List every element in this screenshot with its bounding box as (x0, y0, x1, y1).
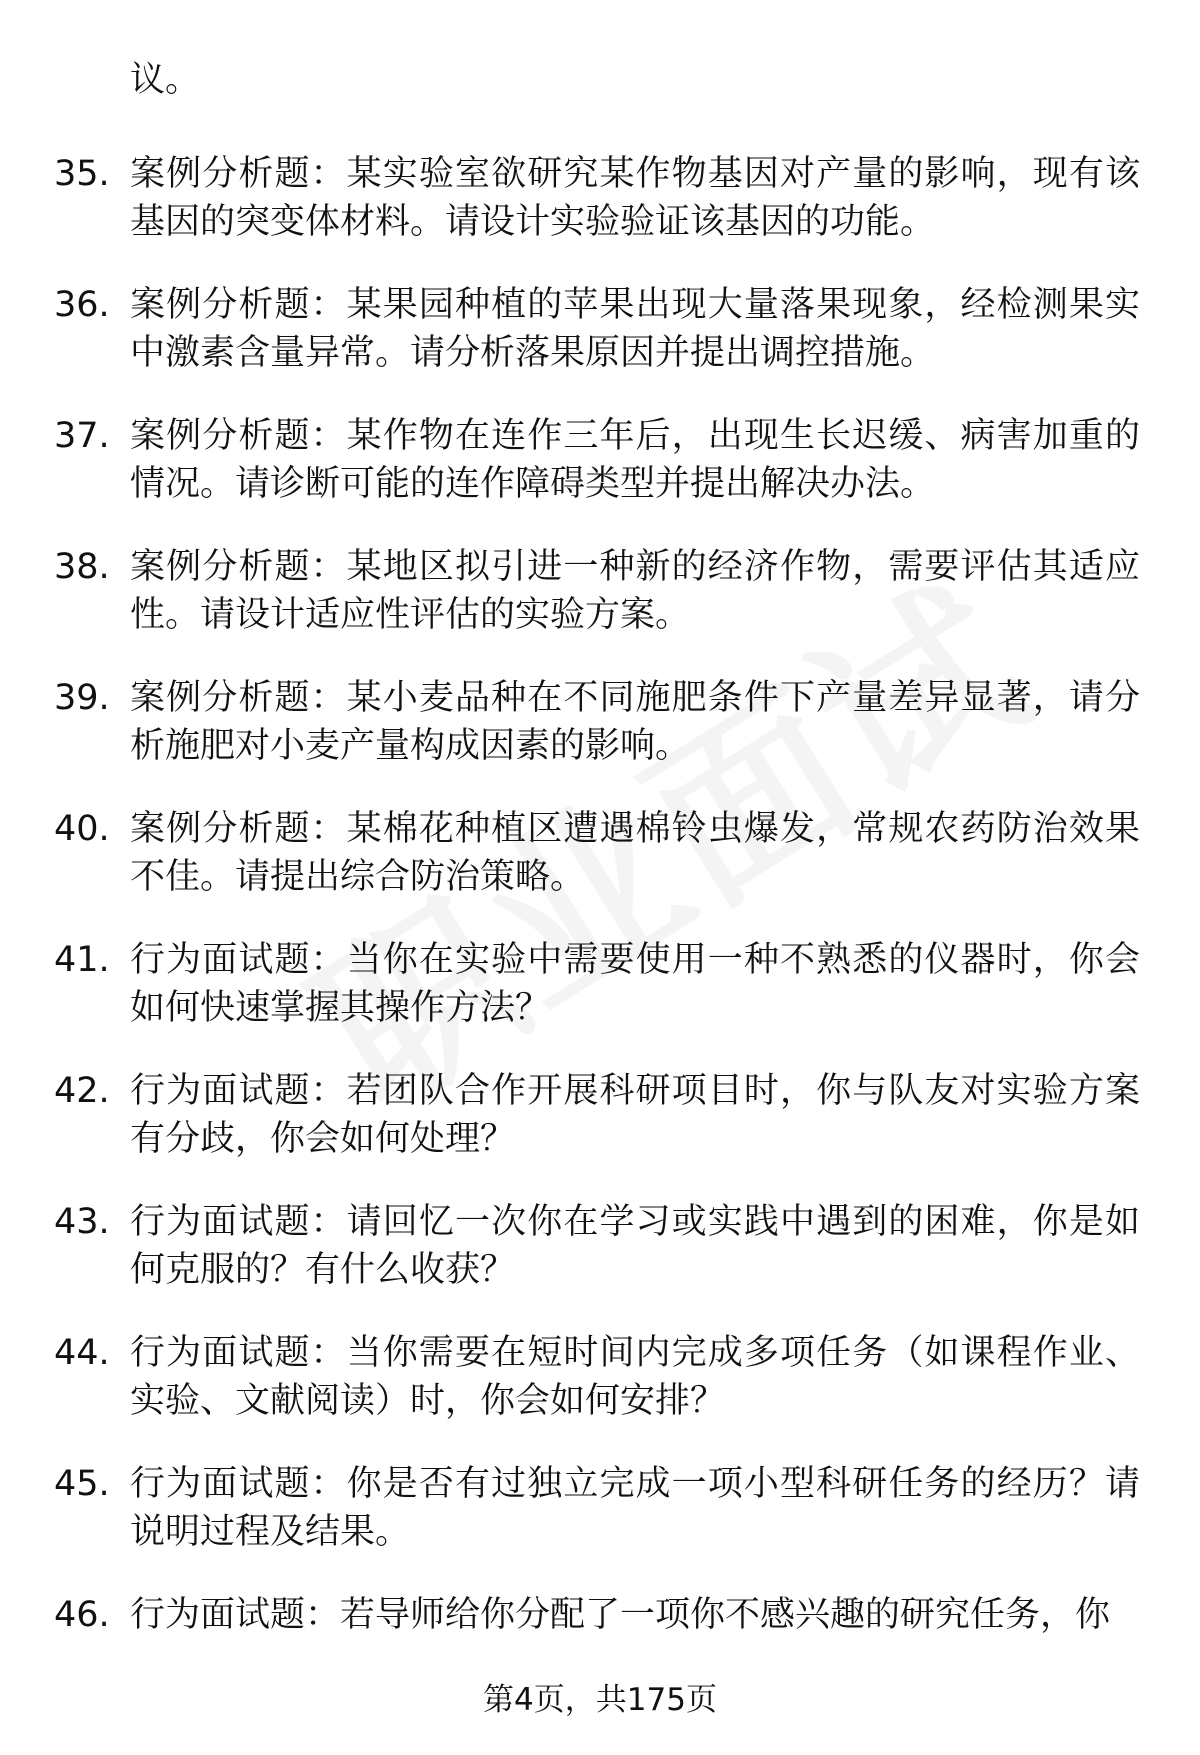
item-number: 46. (54, 1595, 110, 1635)
list-item (0, 116, 1200, 247)
list-item (0, 1426, 1200, 1557)
item-text: 案例分析题：某棉花种植区遭遇棉铃虫爆发，常规农药防治效果不佳。请提出综合防治策略。 (130, 809, 1140, 897)
list-item (0, 247, 1200, 378)
item-number: 39. (54, 678, 110, 718)
continuation-text: 议。 (130, 60, 201, 100)
list-item (0, 1164, 1200, 1295)
item-text: 案例分析题：某小麦品种在不同施肥条件下产量差异显著，请分析施肥对小麦产量构成因素的影响。 (130, 678, 1140, 766)
page-footer: 第4页，共175页 (483, 1682, 717, 1718)
list-item (0, 1033, 1200, 1164)
item-number: 44. (54, 1333, 110, 1373)
item-text: 行为面试题：请回忆一次你在学习或实践中遇到的困难，你是如何克服的？有什么收获？ (130, 1202, 1140, 1290)
item-number: 38. (54, 547, 110, 587)
list-item (0, 1295, 1200, 1426)
item-text: 行为面试题：当你需要在短时间内完成多项任务（如课程作业、实验、文献阅读）时，你会如何安排？ (130, 1333, 1140, 1421)
item-text: 行为面试题：你是否有过独立完成一项小型科研任务的经历？请说明过程及结果。 (130, 1464, 1140, 1552)
item-text: 案例分析题：某地区拟引进一种新的经济作物，需要评估其适应性。请设计适应性评估的实验方案。 (130, 547, 1140, 635)
item-text: 案例分析题：某果园种植的苹果出现大量落果现象，经检测果实中激素含量异常。请分析落果原因并提出调控措施。 (130, 285, 1140, 373)
list-item (0, 771, 1200, 902)
item-number: 40. (54, 809, 110, 849)
list-item (0, 509, 1200, 640)
item-text: 行为面试题：若导师给你分配了一项你不感兴趣的研究任务，你 (130, 1595, 1111, 1635)
item-text: 行为面试题：当你在实验中需要使用一种不熟悉的仪器时，你会如何快速掌握其操作方法？ (130, 940, 1140, 1028)
item-number: 42. (54, 1071, 110, 1111)
item-text: 行为面试题：若团队合作开展科研项目时，你与队友对实验方案有分歧，你会如何处理？ (130, 1071, 1140, 1159)
item-number: 45. (54, 1464, 110, 1504)
item-number: 37. (54, 416, 110, 456)
list-item (0, 1557, 1200, 1688)
item-text: 案例分析题：某实验室欲研究某作物基因对产量的影响，现有该基因的突变体材料。请设计实验验证该基因的功能。 (130, 154, 1140, 242)
item-number: 35. (54, 154, 110, 194)
list-item (0, 378, 1200, 509)
list-item (0, 640, 1200, 771)
list-item (0, 902, 1200, 1033)
item-number: 41. (54, 940, 110, 980)
item-number: 36. (54, 285, 110, 325)
item-text: 案例分析题：某作物在连作三年后，出现生长迟缓、病害加重的情况。请诊断可能的连作障碍类型并提出解决办法。 (130, 416, 1140, 504)
item-number: 43. (54, 1202, 110, 1242)
question-list (0, 116, 1200, 1688)
